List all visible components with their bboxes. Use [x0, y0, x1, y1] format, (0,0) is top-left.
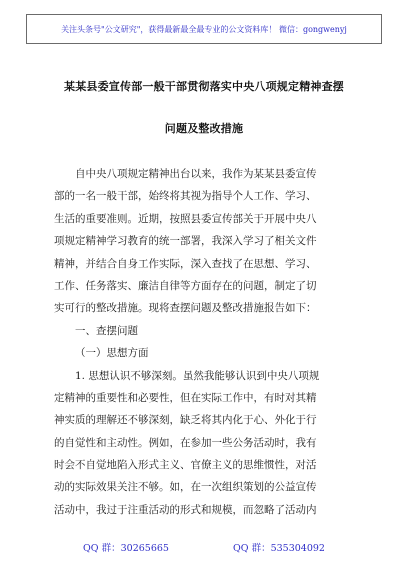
paragraph-line: 生活的重要准则。近期，按照县委宣传部关于开展中央八: [54, 212, 317, 225]
paragraph-line: 动的实际效果关注不够。如，在一次组织策划的公益宣传: [54, 481, 317, 494]
footer: [0, 540, 408, 554]
paragraph-line: 实可行的整改措施。现将查摆问题及整改措施报告如下：: [54, 302, 317, 315]
footer-qq-group: QQ 群：30265665: [83, 543, 169, 554]
paragraph-line: 活动中，我过于注重活动的形式和规模，而忽略了活动内: [54, 503, 317, 516]
paragraph-line: 定精神的重要性和必要性，但在实际工作中，有时对其精: [54, 391, 317, 404]
paragraph-line: 1. 思想认识不够深刻。虽然我能够认识到中央八项规: [75, 369, 320, 382]
header-banner: 关注头条号"公文研究"，获得最新最全最专业的公文资料库！ 微信：gongwenyj: [26, 14, 382, 44]
section-heading: 一、查摆问题: [75, 324, 138, 337]
paragraph-line: 项规定精神学习教育的统一部署，我深入学习了相关文件: [54, 235, 317, 248]
footer-qq-group-2: QQ 群：535304092: [232, 543, 325, 554]
document-body: [54, 163, 360, 521]
paragraph-line: 时会不自觉地陷入形式主义、官僚主义的思维惯性，对活: [54, 459, 317, 472]
paragraph-line: 的自觉性和主动性。例如，在参加一些公务活动时，我有: [54, 436, 317, 449]
paragraph-line: 神实质的理解还不够深刻，缺乏将其内化于心、外化于行: [54, 414, 317, 427]
paragraph-line: 工作、任务落实、廉洁自律等方面存在的问题，制定了切: [54, 279, 317, 292]
paragraph-line: 部的一名一般干部，始终将其视为指导个人工作、学习、: [54, 190, 317, 203]
subsection-heading: （一）思想方面: [75, 347, 149, 360]
document-title: 某某县委宣传部一般干部贯彻落实中央八项规定精神查摆: [64, 80, 344, 93]
paragraph-line: 自中央八项规定精神出台以来，我作为某某县委宣传: [75, 168, 317, 180]
document-subtitle: 问题及整改措施: [164, 122, 244, 135]
paragraph-line: 精神，并结合自身工作实际，深入查找了在思想、学习、: [54, 257, 317, 270]
